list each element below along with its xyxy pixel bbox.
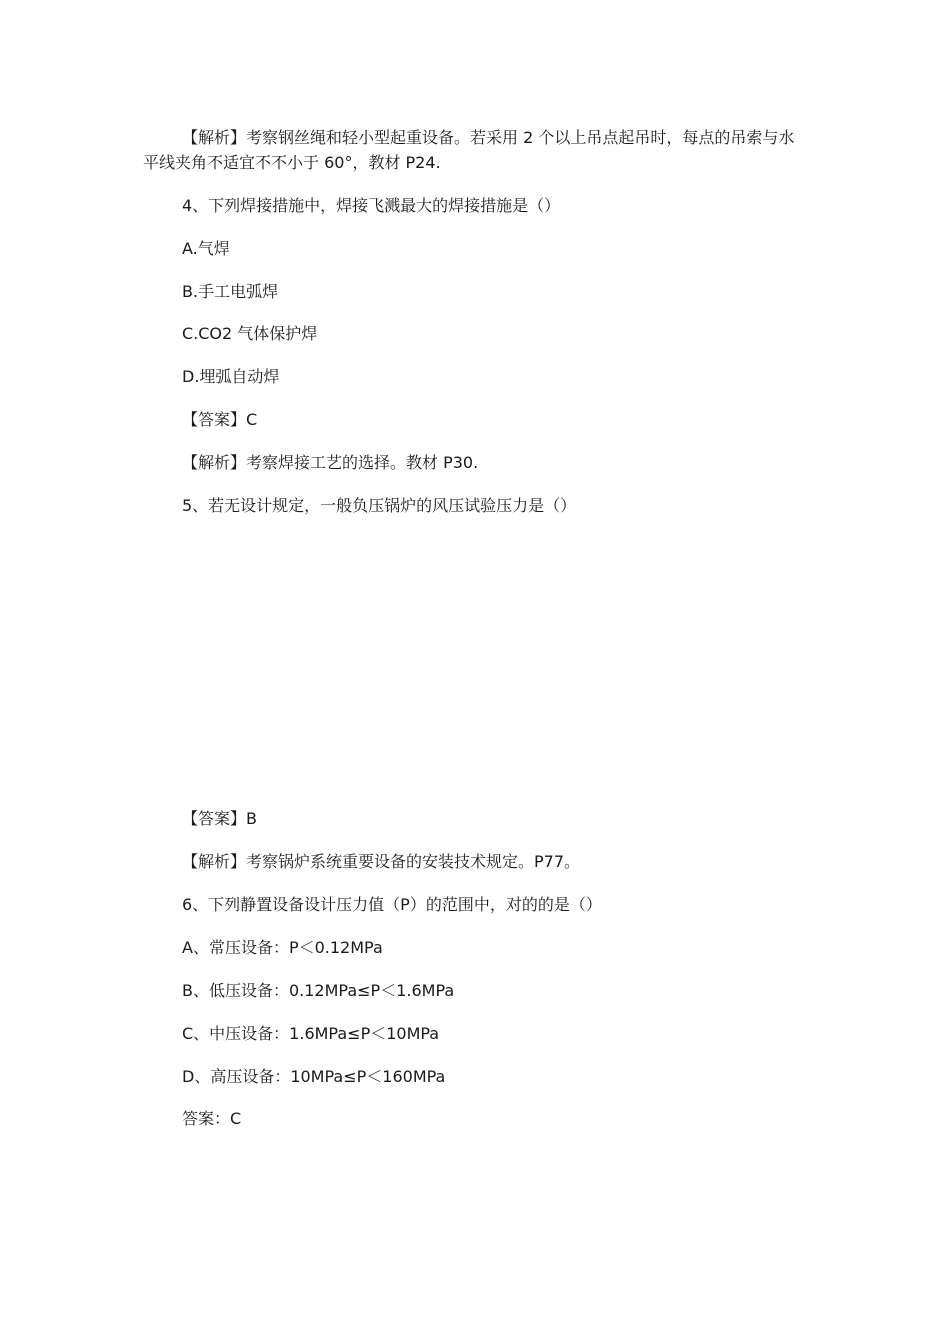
q4-option-b: B.手工电弧焊 [182, 282, 279, 301]
q4-option-a: A.气焊 [182, 239, 230, 258]
analysis-paragraph-q3: 【解析】考察钢丝绳和轻小型起重设备。若采用 2 个以上吊点起吊时，每点的吊索与水平线夹角不适宜不不小于 60°，教材 P24. [143, 128, 795, 172]
q4-option-c: C.CO2 气体保护焊 [182, 324, 318, 343]
q4-option-d: D.埋弧自动焊 [182, 367, 280, 386]
q6-option-c: C、中压设备：1.6MPa≤P＜10MPa [182, 1024, 440, 1043]
question-4: 4、下列焊接措施中，焊接飞溅最大的焊接措施是（） [182, 196, 561, 215]
q6-answer: 答案：C [182, 1109, 242, 1128]
question-5: 5、若无设计规定，一般负压锅炉的风压试验压力是（） [182, 496, 577, 515]
q6-option-a: A、常压设备：P＜0.12MPa [182, 938, 383, 957]
question-6: 6、下列静置设备设计压力值（P）的范围中，对的的是（） [182, 895, 602, 914]
q4-analysis: 【解析】考察焊接工艺的选择。教材 P30. [182, 453, 479, 472]
q4-answer: 【答案】C [182, 410, 258, 429]
q5-answer: 【答案】B [182, 809, 257, 828]
q6-option-d: D、高压设备：10MPa≤P＜160MPa [182, 1067, 446, 1086]
q5-analysis: 【解析】考察锅炉系统重要设备的安装技术规定。P77。 [182, 852, 581, 871]
q6-option-b: B、低压设备：0.12MPa≤P＜1.6MPa [182, 981, 455, 1000]
